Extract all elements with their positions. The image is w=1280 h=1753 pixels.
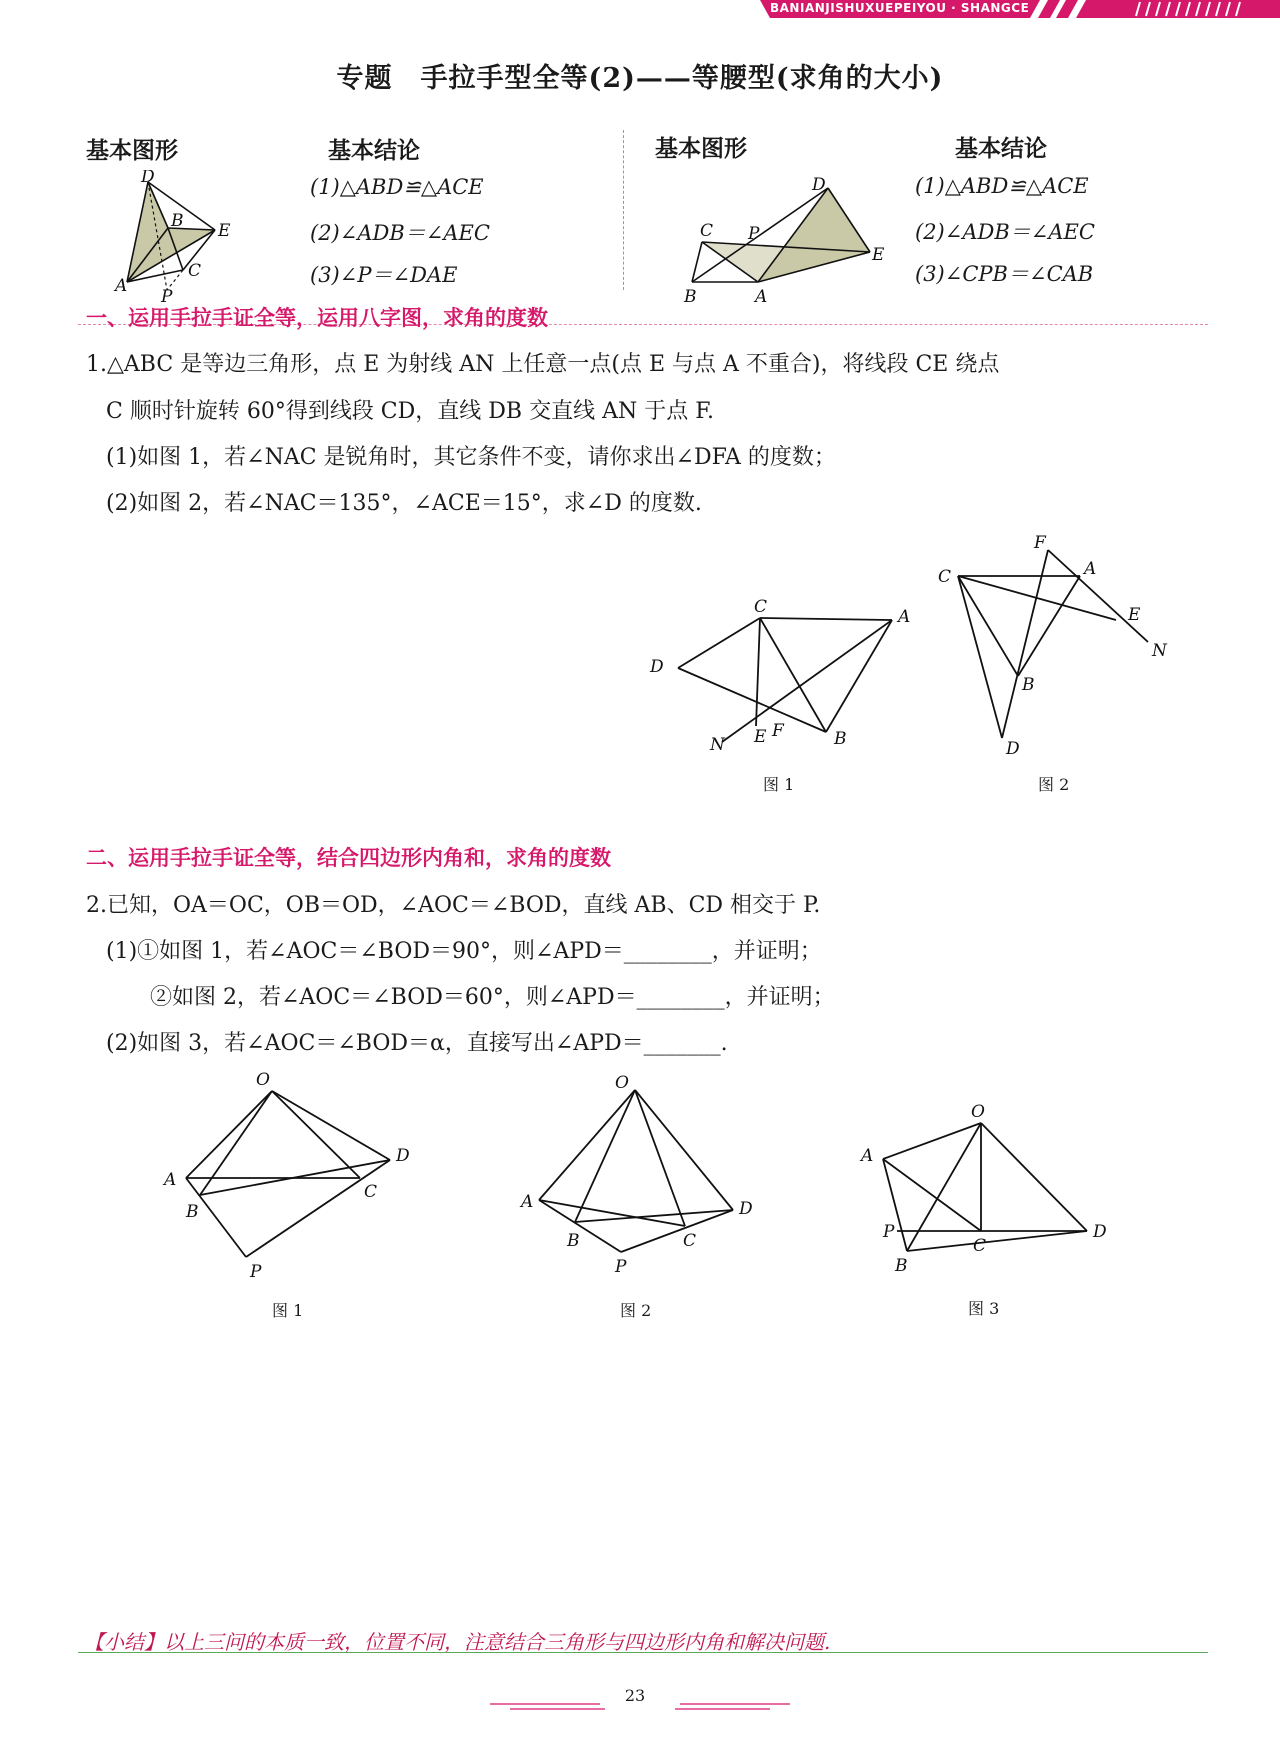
point-label: A (755, 287, 768, 307)
point-label: E (754, 727, 767, 747)
basic-figure-left (105, 170, 245, 305)
point-label: D (141, 170, 155, 187)
q2-fig2-caption: 图 2 (620, 1301, 652, 1320)
conclusion-right-1: (1)△ABD≌△ACE (915, 174, 1089, 198)
point-label: P (883, 1222, 895, 1242)
summary-note: 【小结】以上三问的本质一致，位置不同，注意结合三角形与四边形内角和解决问题. (84, 1630, 831, 1654)
point-label: D (739, 1199, 753, 1219)
point-label: C (188, 261, 202, 281)
header-running-text: BANIANJISHUXUEPEIYOU · SHANGCE (770, 1, 1030, 15)
point-label: C (938, 567, 952, 587)
point-label: P (161, 287, 173, 305)
q1-line1: 1.△ABC 是等边三角形，点 E 为射线 AN 上任意一点(点 E 与点 A 不重合)，将线段 CE 绕点 (86, 352, 1000, 377)
point-label: D (396, 1146, 410, 1166)
conclusion-left-1: (1)△ABD≌△ACE (310, 175, 484, 199)
q2-part1b: ②如图 2，若∠AOC＝∠BOD＝60°，则∠APD＝________，并证明； (150, 985, 835, 1010)
point-label: P (250, 1262, 262, 1282)
header-band (0, 0, 1280, 24)
point-label: O (971, 1102, 985, 1122)
point-label: A (115, 276, 128, 296)
point-label: B (834, 729, 847, 749)
point-label: P (748, 224, 760, 244)
q1-part2: (2)如图 2，若∠NAC＝135°，∠ACE＝15°，求∠D 的度数. (106, 491, 702, 516)
summary-underline (78, 1652, 1208, 1653)
point-label: A (164, 1170, 177, 1190)
point-label: C (364, 1182, 378, 1202)
q1-figure2 (930, 530, 1180, 760)
point-label: A (521, 1192, 534, 1212)
conclusion-right-3: (3)∠CPB＝∠CAB (915, 262, 1094, 286)
point-label: A (1084, 559, 1097, 579)
point-label: N (710, 735, 725, 755)
conclusion-right-2: (2)∠ADB＝∠AEC (915, 220, 1095, 244)
point-label: D (650, 657, 664, 677)
q2-figure3 (855, 1095, 1125, 1285)
point-label: D (812, 175, 826, 195)
point-label: B (171, 211, 184, 231)
page-number: 23 (624, 1686, 646, 1705)
section1-heading: 一、运用手拉手证全等，运用八字图，求角的度数 (86, 306, 548, 330)
point-label: B (567, 1231, 580, 1251)
point-label: E (872, 245, 885, 265)
basic-figure-label-right: 基本图形 (655, 136, 747, 162)
basic-figure-right (680, 168, 900, 308)
q2-figure1 (150, 1065, 430, 1285)
point-label: B (1022, 675, 1035, 695)
q2-fig3-caption: 图 3 (968, 1299, 1000, 1318)
point-label: E (1128, 605, 1141, 625)
point-label: O (256, 1070, 270, 1090)
point-label: C (754, 597, 768, 617)
page-title: 专题 手拉手型全等(2)——等腰型(求角的大小) (336, 63, 944, 94)
point-label: F (1034, 533, 1046, 553)
point-label: P (615, 1257, 627, 1277)
point-label: F (772, 721, 784, 741)
point-label: N (1152, 641, 1167, 661)
q2-part1a: (1)①如图 1，若∠AOC＝∠BOD＝90°，则∠APD＝________，并证明； (106, 939, 822, 964)
q1-figure1 (640, 590, 920, 770)
basic-conclusion-label-right: 基本结论 (955, 136, 1047, 162)
q2-fig1-caption: 图 1 (272, 1301, 304, 1320)
point-label: A (861, 1146, 874, 1166)
point-label: C (973, 1236, 987, 1256)
point-label: B (895, 1256, 908, 1276)
q2-figure2 (515, 1070, 775, 1290)
point-label: C (683, 1231, 697, 1251)
basic-figure-label-left: 基本图形 (86, 138, 178, 164)
point-label: D (1006, 739, 1020, 759)
q1-line2: C 顺时针旋转 60°得到线段 CD，直线 DB 交直线 AN 于点 F. (106, 399, 715, 424)
conclusion-left-3: (3)∠P＝∠DAE (310, 263, 458, 287)
column-divider (623, 130, 624, 290)
q2-part2: (2)如图 3，若∠AOC＝∠BOD＝α，直接写出∠APD＝_______. (106, 1031, 728, 1056)
section2-heading: 二、运用手拉手证全等，结合四边形内角和，求角的度数 (86, 846, 611, 870)
point-label: C (700, 221, 714, 241)
q1-fig2-caption: 图 2 (1038, 775, 1070, 794)
point-label: B (186, 1202, 199, 1222)
point-label: B (684, 287, 697, 307)
point-label: D (1093, 1222, 1107, 1242)
basic-conclusion-label-left: 基本结论 (328, 138, 420, 164)
q2-line1: 2.已知，OA＝OC，OB＝OD，∠AOC＝∠BOD，直线 AB、CD 相交于 P. (86, 893, 821, 918)
point-label: E (218, 221, 231, 241)
q1-fig1-caption: 图 1 (763, 775, 795, 794)
point-label: O (615, 1073, 629, 1093)
point-label: A (898, 607, 911, 627)
q1-part1: (1)如图 1，若∠NAC 是锐角时，其它条件不变，请你求出∠DFA 的度数； (106, 445, 836, 470)
conclusion-left-2: (2)∠ADB＝∠AEC (310, 221, 490, 245)
